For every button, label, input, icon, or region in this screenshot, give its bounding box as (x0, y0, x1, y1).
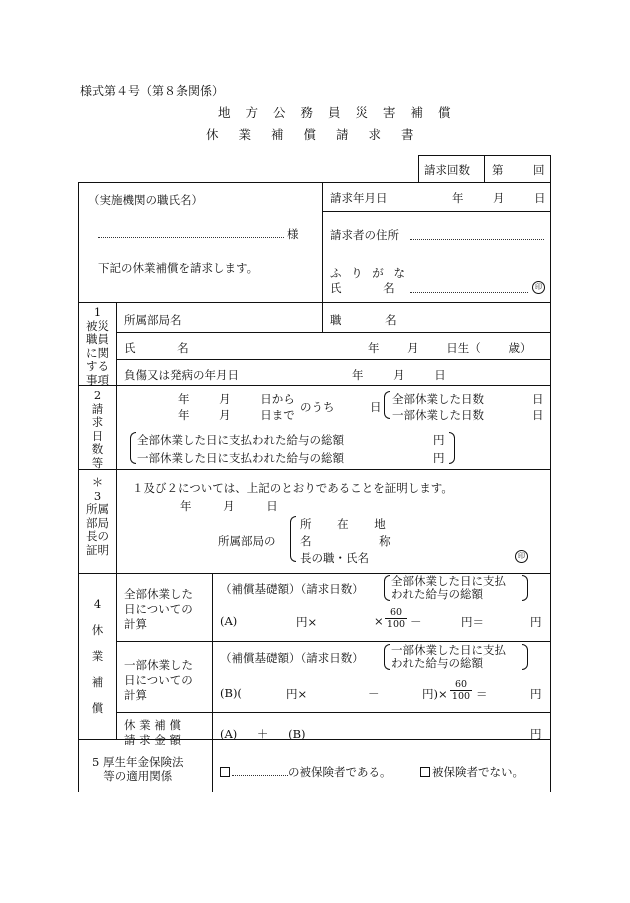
calc-b-yen: 円 (530, 687, 542, 701)
request-date-label: 請求年月日 (330, 191, 388, 205)
claimant-seal: 印 (532, 281, 545, 294)
full-leave-days-label: 全部休業した日数 (392, 392, 484, 406)
request-count-kai: 回 (533, 163, 545, 177)
not-insured-text: 被保険者でない。 (432, 765, 524, 779)
form-number: 様式第４号（第８条関係） (80, 84, 225, 98)
not-insured-checkbox[interactable] (420, 767, 430, 777)
period-to: 年 月 日まで (178, 408, 295, 422)
dept-location-label: 所 在 地 (300, 517, 386, 531)
calc-a-minus: － (410, 615, 422, 629)
calc-b-equals: ＝ (476, 687, 488, 701)
full-leave-pay-unit: 円 (433, 433, 445, 447)
request-count-dai: 第 (492, 163, 504, 177)
part-pay-brace-text: 一部休業した日に支払 われた給与の総額 (391, 643, 506, 670)
dept-head-name-label: 長の職・氏名 (300, 551, 369, 565)
calc-b-minus: － (368, 687, 380, 701)
full-leave-pay-label: 全部休業した日に支払われた給与の総額 (137, 433, 344, 447)
calc-b-yen-x: 円× (286, 687, 308, 701)
job-label: 職 名 (330, 313, 397, 327)
full-pay-brace-text: 全部休業した日に支払 われた給与の総額 (391, 574, 506, 601)
request-date-year: 年 (452, 191, 464, 205)
total-amount-label: 休 業 補 償 請 求 金 額 (124, 718, 181, 747)
address-field[interactable] (410, 239, 544, 240)
request-count-label: 請求回数 (424, 163, 470, 177)
section2-side-label: 2 請 求 日 数 等 (91, 388, 104, 470)
certification-text: １及び２については、上記のとおりであることを証明します。 (132, 481, 453, 495)
insured-text: の被保険者である。 (288, 765, 392, 779)
calc-a-yen: 円 (530, 615, 542, 629)
calc-a-label: (A) (220, 614, 238, 628)
part-leave-days-label: 一部休業した日数 (392, 408, 484, 422)
agency-label: （実施機関の職氏名） (88, 193, 203, 207)
birth-date-label: 年 月 日生（ 歳） (368, 341, 532, 355)
calc-header-2: （補償基礎額）（請求日数） (220, 651, 364, 665)
employee-name-label: 氏 名 (124, 341, 189, 355)
calc-header-1: （補償基礎額）（請求日数） (220, 582, 364, 596)
calc-b-label: (B)( (220, 686, 242, 700)
dept-name-label: 名 称 (300, 534, 391, 548)
furigana-label: ふ り が な (330, 266, 408, 280)
total-formula: (A) ＋ (B) (220, 727, 306, 741)
calc-a-fraction: $\frac{60}{100}$ (386, 607, 406, 630)
pension-option-not-insured[interactable] (420, 764, 524, 780)
full-leave-days-unit: 日 (532, 392, 544, 406)
request-date-day: 日 (534, 191, 546, 205)
period-from: 年 月 日から (178, 392, 295, 406)
agency-name-field[interactable] (98, 237, 284, 238)
sama-label: 様 (287, 227, 299, 241)
injury-date-fields: 年 月 日 (352, 368, 446, 382)
address-label: 請求者の住所 (330, 228, 399, 242)
part-leave-pay-unit: 円 (433, 451, 445, 465)
dept-head-seal: 印 (515, 550, 528, 563)
full-calc-label: 全部休業した 日についての 計算 (124, 587, 193, 631)
section3-side-label: ＊ 3 所属 部局 長の 証明 (86, 475, 109, 557)
form-title-line2: 休業補償請求書 (206, 127, 434, 142)
calc-a-yen-x: 円× (296, 615, 318, 629)
dept-label: 所属部局名 (124, 313, 182, 327)
pension-option-insured[interactable] (220, 764, 392, 780)
insured-checkbox[interactable] (220, 767, 230, 777)
calc-b-yen-x2: 円)× (422, 687, 448, 701)
request-date-month: 月 (493, 191, 505, 205)
calc-a-x: × (374, 614, 384, 628)
calc-b-fraction: $\frac{60}{100}$ (451, 679, 471, 702)
calc-a-equals: 円＝ (461, 615, 484, 629)
form-title-line1: 地方公務員災害補償 (218, 105, 466, 120)
part-calc-label: 一部休業した 日についての 計算 (124, 658, 193, 702)
dept-head-label: 所属部局の (218, 534, 276, 548)
part-leave-pay-label: 一部休業した日に支払われた給与の総額 (137, 451, 344, 465)
claimant-name-field[interactable] (410, 292, 528, 293)
injury-date-label: 負傷又は発病の年月日 (124, 368, 239, 382)
period-days-unit: 日 (370, 400, 382, 414)
section1-side-label: 1 被災 職員 に関 する 事項 (86, 305, 109, 387)
section4-side-label: 4 休 業 補 償 (91, 597, 104, 715)
total-yen: 円 (530, 727, 542, 741)
certification-date: 年 月 日 (180, 499, 278, 513)
part-leave-days-unit: 日 (532, 408, 544, 422)
period-uchi: のうち (300, 400, 335, 414)
claimant-name-label: 氏 名 (330, 281, 395, 295)
pension-insurance-label: 5 厚生年金保険法 等の適用関係 (92, 755, 184, 783)
request-statement: 下記の休業補償を請求します。 (98, 261, 259, 275)
